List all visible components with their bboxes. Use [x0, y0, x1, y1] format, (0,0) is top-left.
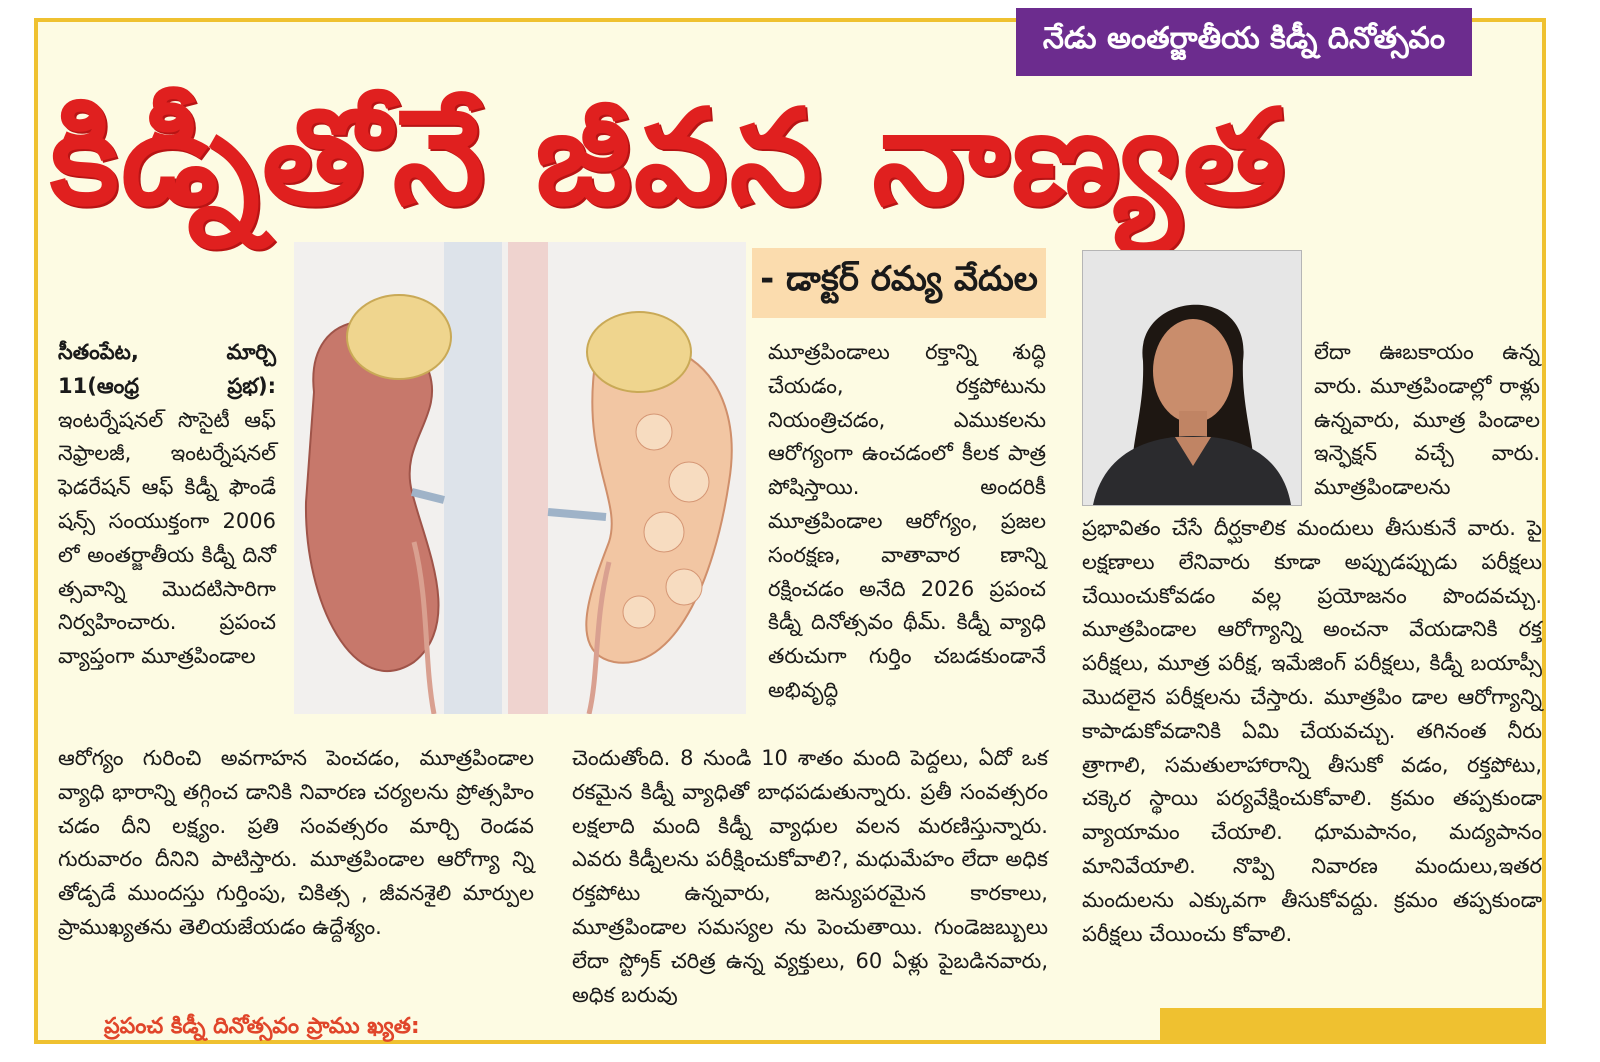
- headline: కిడ్నీతోనే జీవన నాణ్యత: [50, 81, 1288, 235]
- left-adrenal-shape: [347, 295, 451, 379]
- frame-accent-strip: [1160, 1008, 1546, 1044]
- column-3-bottom: ప్రభావితం చేసే దీర్ఘకాలిక మందులు తీసుకునే వారు. పై లక్షణాలు లేనివారు కూడా అప్పుడప్పుడు పరీక్షలు చేయించుకోవడం వల్ల ప్రయోజనం పొందవచ్చు. మూత్రపిండాల ఆరోగ్యాన్ని అంచనా వేయడానికి రక్త పరీక్షలు, మూత్ర పరీక్ష, ఇమేజింగ్ పరీక్షలు, కిడ్నీ బయాప్సీ మొదలైన పరీక్షలను చేస్తారు. మూత్రపిం డాల ఆరోగ్యాన్ని కాపాడుకోవడానికి ఏమి చేయవచ్చు. తగినంత నీరు త్రాగాలి, సమతులాహారాన్ని తీసుకో వడం, రక్తపోటు, చక్కెర స్థాయి పర్యవేక్షించుకోవాలి. క్రమం తప్పకుండా వ్యాయామం చేయాలి. ధూమపానం, మద్యపానం మానివేయాలి. నొప్పి నివారణ మందులు,ఇతర మందులను ఎక్కువగా తీసుకోవద్దు. క్రమం తప్పకుండా పరీక్షలు చేయించు కోవాలి.: [1082, 516, 1542, 946]
- column-2-top: మూత్రపిండాలు రక్తాన్ని శుద్ధి చేయడం, రక్తపోటును నియంత్రిచడం, ఎముకలను ఆరోగ్యంగా ఉంచడంలో కీలక పాత్ర పోషిస్తాయి. అందరికీ మూత్రపిండాల ఆరోగ్యం, ప్రజల సంరక్షణ, వాతావార ణాన్ని రక్షించడం అనేది 2026 ప్రపంచ కిడ్నీ దినోత్సవం థీమ్. కిడ్నీ వ్యాధి తరుచుగా గుర్తిం చబడకుండానే అభివృద్ధి: [768, 340, 1046, 702]
- renal-vessel-right: [548, 512, 606, 517]
- subheading: ప్రపంచ కిడ్నీ దినోత్సవం ప్రాము ఖ్యత:: [104, 1014, 420, 1039]
- column-1-top: [58, 336, 276, 674]
- byline: - డాక్టర్ రమ్య వేదుల: [752, 248, 1046, 318]
- right-kidney-shape: [586, 347, 731, 663]
- kidney-lobe: [623, 596, 655, 628]
- column-3-top: లేదా ఊబకాయం ఉన్న వారు. మూత్రపిండాల్లో రాళ్లు ఉన్నవారు, మూత్ర పిండాల ఇన్ఫెక్షన్ వచ్చే వారు. మూత్రపిండాలను: [1314, 340, 1540, 500]
- dateline: సీతంపేట, మార్చి 11(ఆంధ్ర ప్రభ):: [58, 340, 276, 398]
- kidney-lobe: [669, 462, 709, 502]
- kidney-illustration-svg: [294, 242, 746, 714]
- face-shape: [1153, 319, 1233, 423]
- column-1-bottom: ఆరోగ్యం గురించి అవగాహన పెంచడం, మూత్రపిండాల వ్యాధి భారాన్ని తగ్గించ డానికి నివారణ చర్యలను ప్రోత్సహిం చడం దీని లక్ష్యం. ప్రతి సంవత్సరం మార్చి రెండవ గురువారం దీనిని పాటిస్తారు. మూత్రపిండాల ఆరోగ్యా న్ని తోడ్పడే ముందస్తు గుర్తింపు, చికిత్స , జీవనశైలి మార్పుల ప్రాముఖ్యతను తెలియజేయడం ఉద్దేశ్యం.: [58, 746, 534, 939]
- kidney-lobe: [644, 512, 684, 552]
- vena-cava-shape: [508, 242, 548, 714]
- kidney-lobe: [666, 569, 702, 605]
- right-adrenal-shape: [587, 312, 691, 392]
- portrait-svg: [1083, 251, 1301, 505]
- kidney-illustration: [294, 242, 746, 714]
- aorta-shape: [444, 242, 502, 714]
- renal-vessel-left: [412, 492, 444, 500]
- column-1-text: ఇంటర్నేషనల్ సొసైటీ ఆఫ్ నెఫ్రాలజీ, ఇంటర్నేషనల్ ఫెడరేషన్ ఆఫ్ కిడ్నీ ఫౌండే షన్స్ సంయుక్తంగా 2006 లో అంతర్జాతీయ కిడ్నీ దినో త్సవాన్ని మొదటిసారిగా నిర్వహించారు. ప్రపంచ వ్యాప్తంగా మూత్రపిండాల: [58, 407, 276, 669]
- doctor-portrait-photo: [1082, 250, 1302, 506]
- column-2-bottom: చెందుతోంది. 8 నుండి 10 శాతం మంది పెద్దలు, ఏదో ఒక రకమైన కిడ్నీ వ్యాధితో బాధపడుతున్నారు. ప్రతీ సంవత్సరం లక్షలాది మంది కిడ్నీ వ్యాధుల వలన మరణిస్తున్నారు. ఎవరు కిడ్నీలను పరీక్షించుకోవాలి?, మధుమేహం లేదా అధిక రక్తపోటు ఉన్నవారు, జన్యుపరమైన కారకాలు, మూత్రపిండాల సమస్యల ను పెంచుతాయి. గుండెజబ్బులు లేదా స్ట్రోక్ చరిత్ర ఉన్న వ్యక్తులు, 60 ఏళ్లు పైబడినవారు, అధిక బరువు: [572, 746, 1048, 1007]
- kidney-lobe: [636, 414, 672, 450]
- kicker-banner: నేడు అంతర్జాతీయ కిడ్నీ దినోత్సవం: [1016, 8, 1472, 76]
